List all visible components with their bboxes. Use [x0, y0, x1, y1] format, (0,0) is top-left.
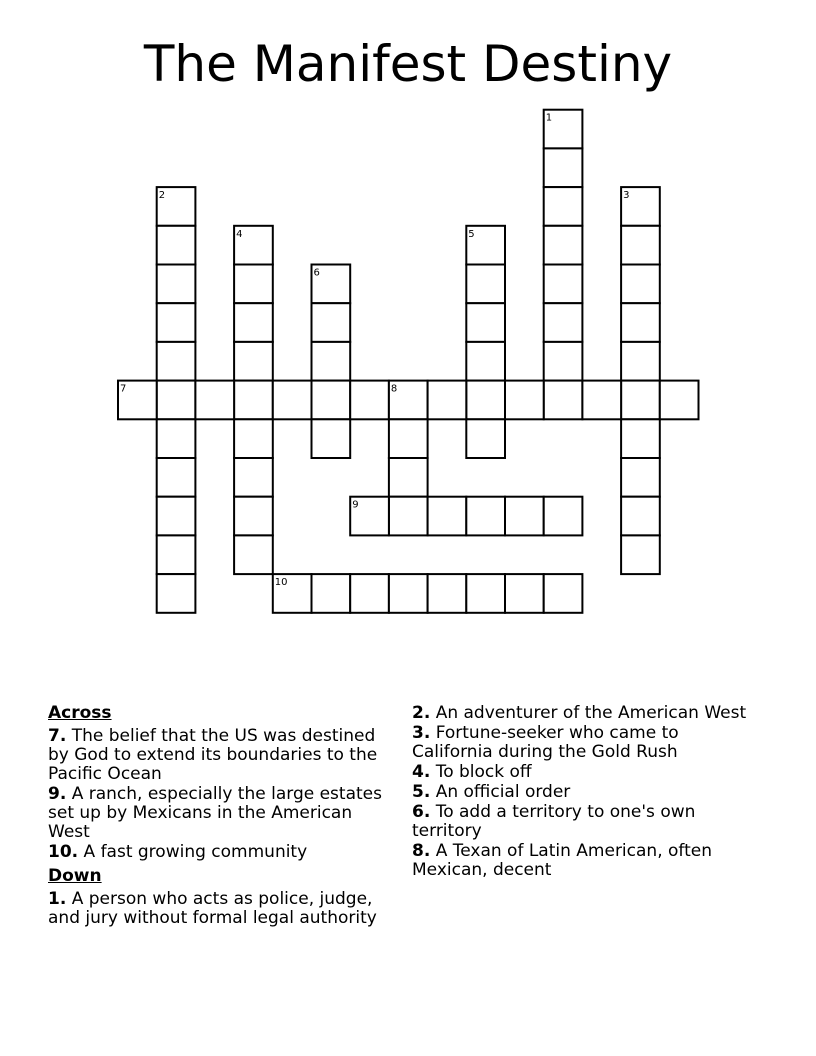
cell-number: 5: [468, 228, 475, 240]
clue-text: An official order: [435, 782, 571, 802]
grid-cell[interactable]: [234, 535, 273, 574]
clue-text: A ranch, especially the large estates set up by Mexicans in the American West: [48, 784, 382, 842]
clue-number: 8.: [412, 841, 431, 861]
grid-cell[interactable]: [234, 303, 273, 342]
clue-across-10: [48, 843, 388, 862]
clue-down-3: [412, 724, 752, 762]
grid-cell[interactable]: [389, 497, 428, 536]
grid-cell[interactable]: [660, 381, 699, 420]
grid-cell[interactable]: [544, 226, 583, 265]
clues-right-column: [412, 704, 752, 881]
grid-cell[interactable]: [312, 381, 351, 420]
clue-number: 2.: [412, 703, 431, 723]
clue-across-7: [48, 727, 388, 784]
page-title: The Manifest Destiny: [143, 35, 673, 93]
clue-text: Fortune-seeker who came to California during the Gold Rush: [412, 723, 679, 762]
grid-cell[interactable]: [273, 381, 312, 420]
clue-text: To add a territory to one's own territory: [412, 802, 696, 841]
grid-cell[interactable]: [544, 497, 583, 536]
grid-cell[interactable]: [466, 497, 505, 536]
grid-cell[interactable]: [544, 187, 583, 226]
grid-cell[interactable]: [157, 574, 196, 613]
grid-cell[interactable]: [157, 303, 196, 342]
grid-cell[interactable]: [544, 342, 583, 381]
grid-cell[interactable]: [157, 226, 196, 265]
grid-cell[interactable]: [234, 265, 273, 304]
grid-cell[interactable]: [157, 381, 196, 420]
clue-down-4: [412, 763, 752, 782]
clue-number: 3.: [412, 723, 431, 743]
clue-text: A person who acts as police, judge, and jury without formal legal authority: [48, 889, 377, 928]
grid-cell[interactable]: [466, 381, 505, 420]
grid-cell[interactable]: [389, 419, 428, 458]
grid-cell[interactable]: [621, 535, 660, 574]
cell-number: 7: [120, 383, 127, 395]
clue-number: 4.: [412, 762, 431, 782]
clues-left-column: [48, 704, 388, 929]
grid-cell[interactable]: [505, 497, 544, 536]
grid-cell[interactable]: [621, 381, 660, 420]
grid-cell[interactable]: [544, 148, 583, 187]
cell-number: 3: [623, 190, 630, 202]
grid-cell[interactable]: [505, 574, 544, 613]
grid-cell[interactable]: [157, 535, 196, 574]
clue-down-6: [412, 803, 752, 841]
grid-cell[interactable]: [234, 458, 273, 497]
clue-down-8: [412, 842, 752, 880]
clue-text: To block off: [435, 762, 532, 782]
cell-number: 10: [274, 577, 288, 589]
grid-cell[interactable]: [428, 574, 467, 613]
clue-number: 5.: [412, 782, 431, 802]
grid-cell[interactable]: [621, 342, 660, 381]
grid-cell[interactable]: [234, 497, 273, 536]
grid-cell[interactable]: [544, 381, 583, 420]
grid-cell[interactable]: [544, 303, 583, 342]
clue-down-1: [48, 890, 388, 928]
clue-text: A Texan of Latin American, often Mexican, decent: [412, 841, 712, 880]
clue-number: 7.: [48, 726, 67, 746]
clue-down-5: [412, 783, 752, 802]
clue-number: 10.: [48, 842, 79, 862]
cell-number: 4: [236, 228, 243, 240]
grid-cell[interactable]: [621, 303, 660, 342]
grid-cell[interactable]: [466, 265, 505, 304]
cell-number: 9: [352, 499, 359, 511]
clue-down-2: [412, 704, 752, 723]
clue-text: An adventurer of the American West: [435, 703, 747, 723]
grid-cell[interactable]: [466, 303, 505, 342]
grid-cell[interactable]: [466, 574, 505, 613]
grid-cell[interactable]: [428, 497, 467, 536]
clue-number: 1.: [48, 889, 67, 909]
grid-cell[interactable]: [157, 458, 196, 497]
grid-cell[interactable]: [312, 303, 351, 342]
grid-cell[interactable]: [312, 419, 351, 458]
cell-number: 8: [390, 383, 398, 395]
clue-text: A fast growing community: [83, 842, 308, 862]
grid-cell[interactable]: [582, 381, 621, 420]
clue-number: 6.: [412, 802, 431, 822]
grid-cell[interactable]: [505, 381, 544, 420]
down-heading: Down: [48, 866, 102, 886]
grid-cell[interactable]: [195, 381, 234, 420]
grid-cell[interactable]: [350, 381, 389, 420]
grid-cell[interactable]: [157, 497, 196, 536]
grid-cell[interactable]: [544, 574, 583, 613]
grid-cell[interactable]: [466, 342, 505, 381]
grid-cell[interactable]: [621, 226, 660, 265]
clue-across-9: [48, 785, 388, 842]
grid-cell[interactable]: [389, 458, 428, 497]
grid-cell[interactable]: [350, 574, 389, 613]
grid-cell[interactable]: [621, 458, 660, 497]
grid-cell[interactable]: [466, 419, 505, 458]
cell-number: 2: [158, 190, 166, 202]
cell-number: 6: [313, 267, 320, 279]
grid-cell[interactable]: [428, 381, 467, 420]
grid-cell[interactable]: [234, 381, 273, 420]
across-heading: Across: [48, 703, 112, 723]
grid-cell[interactable]: [389, 574, 428, 613]
grid-cell[interactable]: [157, 419, 196, 458]
cell-number: 1: [545, 112, 553, 124]
grid-cell[interactable]: [621, 497, 660, 536]
grid-cell[interactable]: [621, 265, 660, 304]
grid-cell[interactable]: [312, 342, 351, 381]
grid-cell[interactable]: [157, 265, 196, 304]
grid-cell[interactable]: [312, 574, 351, 613]
clue-number: 9.: [48, 784, 67, 804]
grid-cell[interactable]: [157, 342, 196, 381]
clue-text: The belief that the US was destined by God to extend its boundaries to the Pacific Ocean: [48, 726, 378, 784]
grid-cell[interactable]: [234, 419, 273, 458]
grid-cell[interactable]: [234, 342, 273, 381]
grid-cell[interactable]: [544, 265, 583, 304]
grid-cell[interactable]: [621, 419, 660, 458]
